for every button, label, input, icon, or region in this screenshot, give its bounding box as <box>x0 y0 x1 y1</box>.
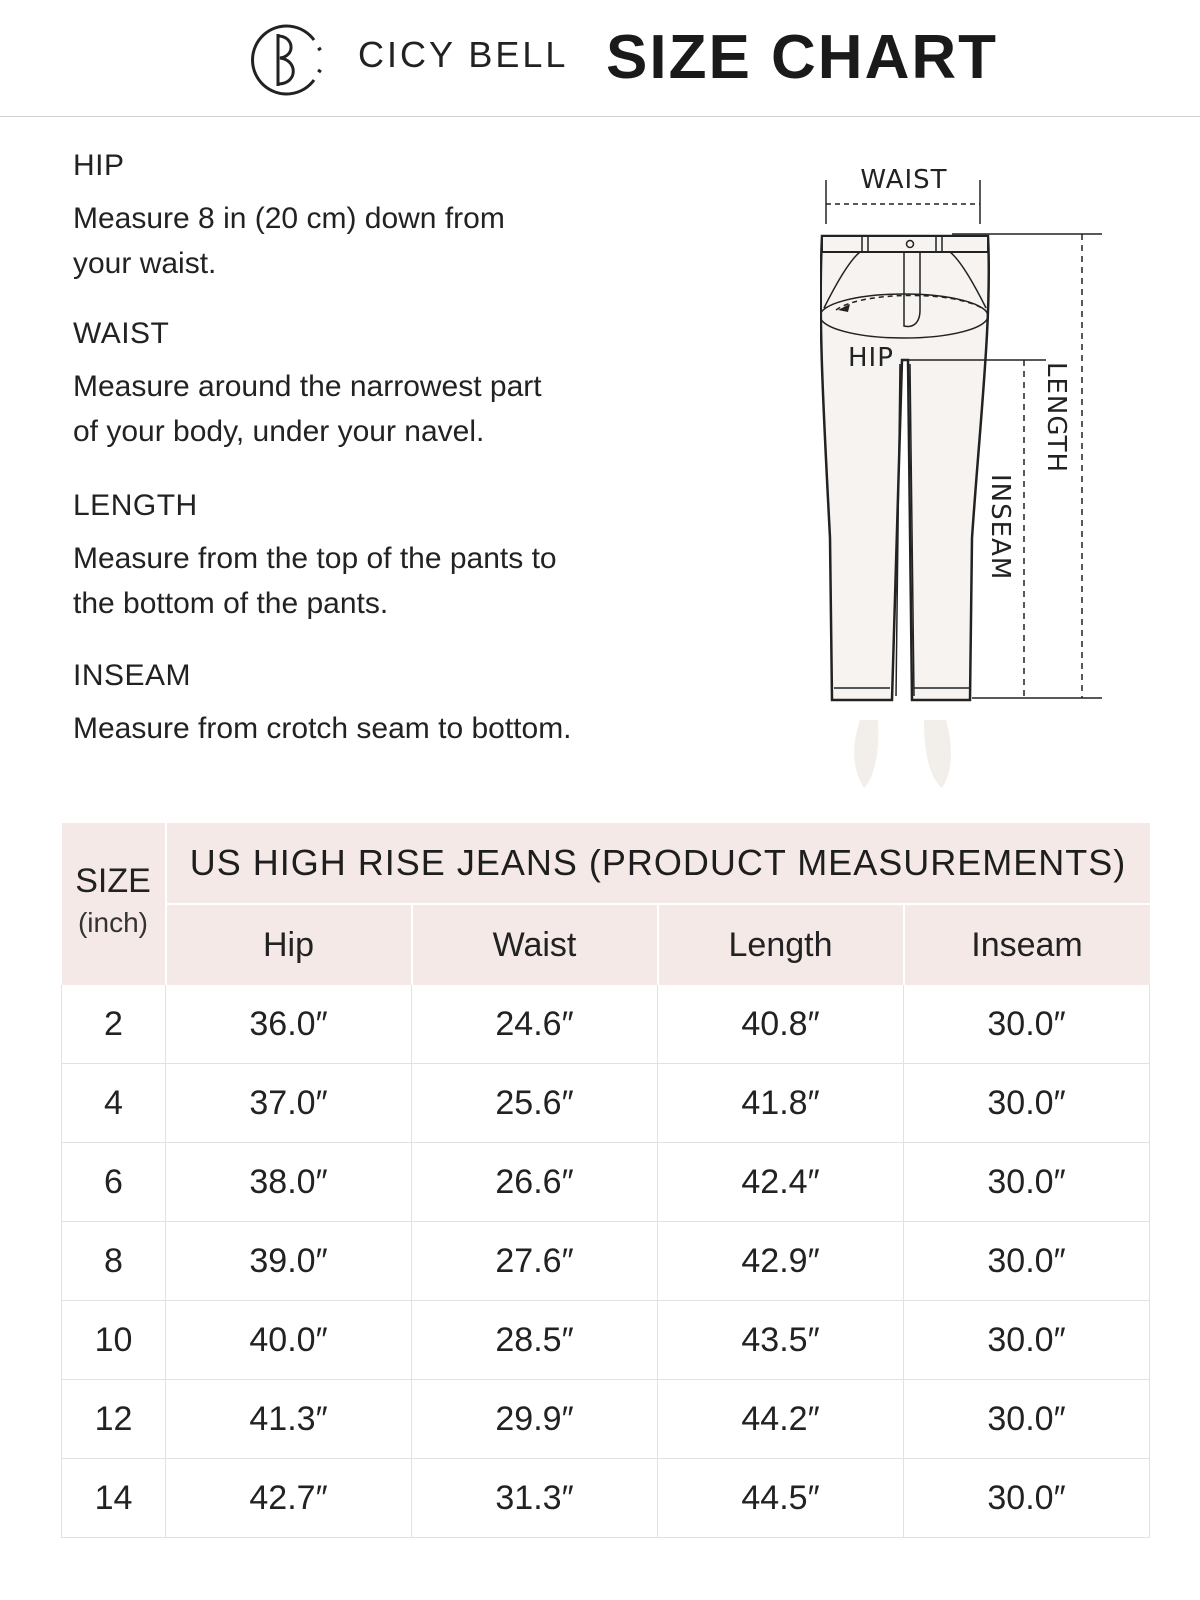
guide-description <box>73 364 713 454</box>
hip-value: 40.0″ <box>166 1301 412 1380</box>
guide-description <box>73 196 713 286</box>
leg-silhouette <box>924 720 951 788</box>
column-header-hip: Hip <box>166 904 412 985</box>
size-chart-table <box>61 823 1150 1538</box>
guide-line: Measure from crotch seam to bottom. <box>73 712 572 745</box>
table-row <box>62 1222 1150 1301</box>
table-row <box>62 1143 1150 1222</box>
waist-value: 26.6″ <box>412 1143 658 1222</box>
size-header-cell <box>62 823 166 985</box>
guide-label: LENGTH <box>73 489 198 522</box>
length-value: 42.9″ <box>658 1222 904 1301</box>
hip-value: 37.0″ <box>166 1064 412 1143</box>
guide-length <box>73 488 713 626</box>
length-value: 41.8″ <box>658 1064 904 1143</box>
jeans-measurement-diagram <box>820 160 1140 800</box>
size-value: 2 <box>62 985 166 1064</box>
size-unit: (inch) <box>77 907 148 938</box>
waist-label: WAIST <box>860 165 948 195</box>
size-value: 10 <box>62 1301 166 1380</box>
waist-value: 27.6″ <box>412 1222 658 1301</box>
length-value: 44.2″ <box>658 1380 904 1459</box>
waist-value: 28.5″ <box>412 1301 658 1380</box>
guide-label: HIP <box>73 149 125 182</box>
length-value: 43.5″ <box>658 1301 904 1380</box>
size-value: 12 <box>62 1380 166 1459</box>
guide-hip <box>73 148 713 286</box>
hip-label: HIP <box>848 343 894 373</box>
size-value: 4 <box>62 1064 166 1143</box>
inseam-value: 30.0″ <box>904 1064 1150 1143</box>
length-label: LENGTH <box>1041 362 1071 474</box>
guide-line: your waist. <box>73 247 217 280</box>
guide-description <box>73 536 713 626</box>
guide-line: of your body, under your navel. <box>73 415 485 448</box>
table-row <box>62 1301 1150 1380</box>
table-row <box>62 1380 1150 1459</box>
guide-description <box>73 706 713 751</box>
table-row <box>62 1064 1150 1143</box>
inseam-value: 30.0″ <box>904 985 1150 1064</box>
column-header-length: Length <box>658 904 904 985</box>
table-row <box>62 1459 1150 1538</box>
page-title: SIZE CHART <box>606 23 998 92</box>
size-value: 14 <box>62 1459 166 1538</box>
waistband <box>822 236 988 252</box>
size-value: 8 <box>62 1222 166 1301</box>
inseam-label: INSEAM <box>985 474 1015 581</box>
table-title: US HIGH RISE JEANS (PRODUCT MEASUREMENTS) <box>166 823 1150 904</box>
table-row <box>62 985 1150 1064</box>
page-header <box>0 0 1200 117</box>
waist-value: 31.3″ <box>412 1459 658 1538</box>
guide-inseam <box>73 658 713 751</box>
waist-value: 29.9″ <box>412 1380 658 1459</box>
inseam-value: 30.0″ <box>904 1143 1150 1222</box>
leg-silhouette <box>854 720 878 788</box>
inseam-value: 30.0″ <box>904 1301 1150 1380</box>
waist-value: 25.6″ <box>412 1064 658 1143</box>
hip-value: 42.7″ <box>166 1459 412 1538</box>
size-value: 6 <box>62 1143 166 1222</box>
length-value: 44.5″ <box>658 1459 904 1538</box>
guide-line: Measure 8 in (20 cm) down from <box>73 202 505 235</box>
inseam-value: 30.0″ <box>904 1222 1150 1301</box>
inseam-value: 30.0″ <box>904 1380 1150 1459</box>
guide-line: the bottom of the pants. <box>73 587 389 620</box>
column-header-inseam: Inseam <box>971 925 1083 964</box>
brand-name: CICY BELL <box>358 34 569 75</box>
guide-label: WAIST <box>73 317 170 350</box>
size-label: SIZE <box>75 862 151 900</box>
hip-value: 41.3″ <box>166 1380 412 1459</box>
inseam-value: 30.0″ <box>904 1459 1150 1538</box>
guide-waist <box>73 316 713 454</box>
guide-line: Measure from the top of the pants to <box>73 542 557 575</box>
hip-value: 36.0″ <box>166 985 412 1064</box>
waist-value: 24.6″ <box>412 985 658 1064</box>
guide-line: Measure around the narrowest part <box>73 370 542 403</box>
cicy-bell-logo-icon <box>246 20 326 100</box>
hip-value: 38.0″ <box>166 1143 412 1222</box>
length-value: 40.8″ <box>658 985 904 1064</box>
length-value: 42.4″ <box>658 1143 904 1222</box>
guide-label: INSEAM <box>73 659 192 692</box>
hip-value: 39.0″ <box>166 1222 412 1301</box>
column-header-waist: Waist <box>412 904 658 985</box>
